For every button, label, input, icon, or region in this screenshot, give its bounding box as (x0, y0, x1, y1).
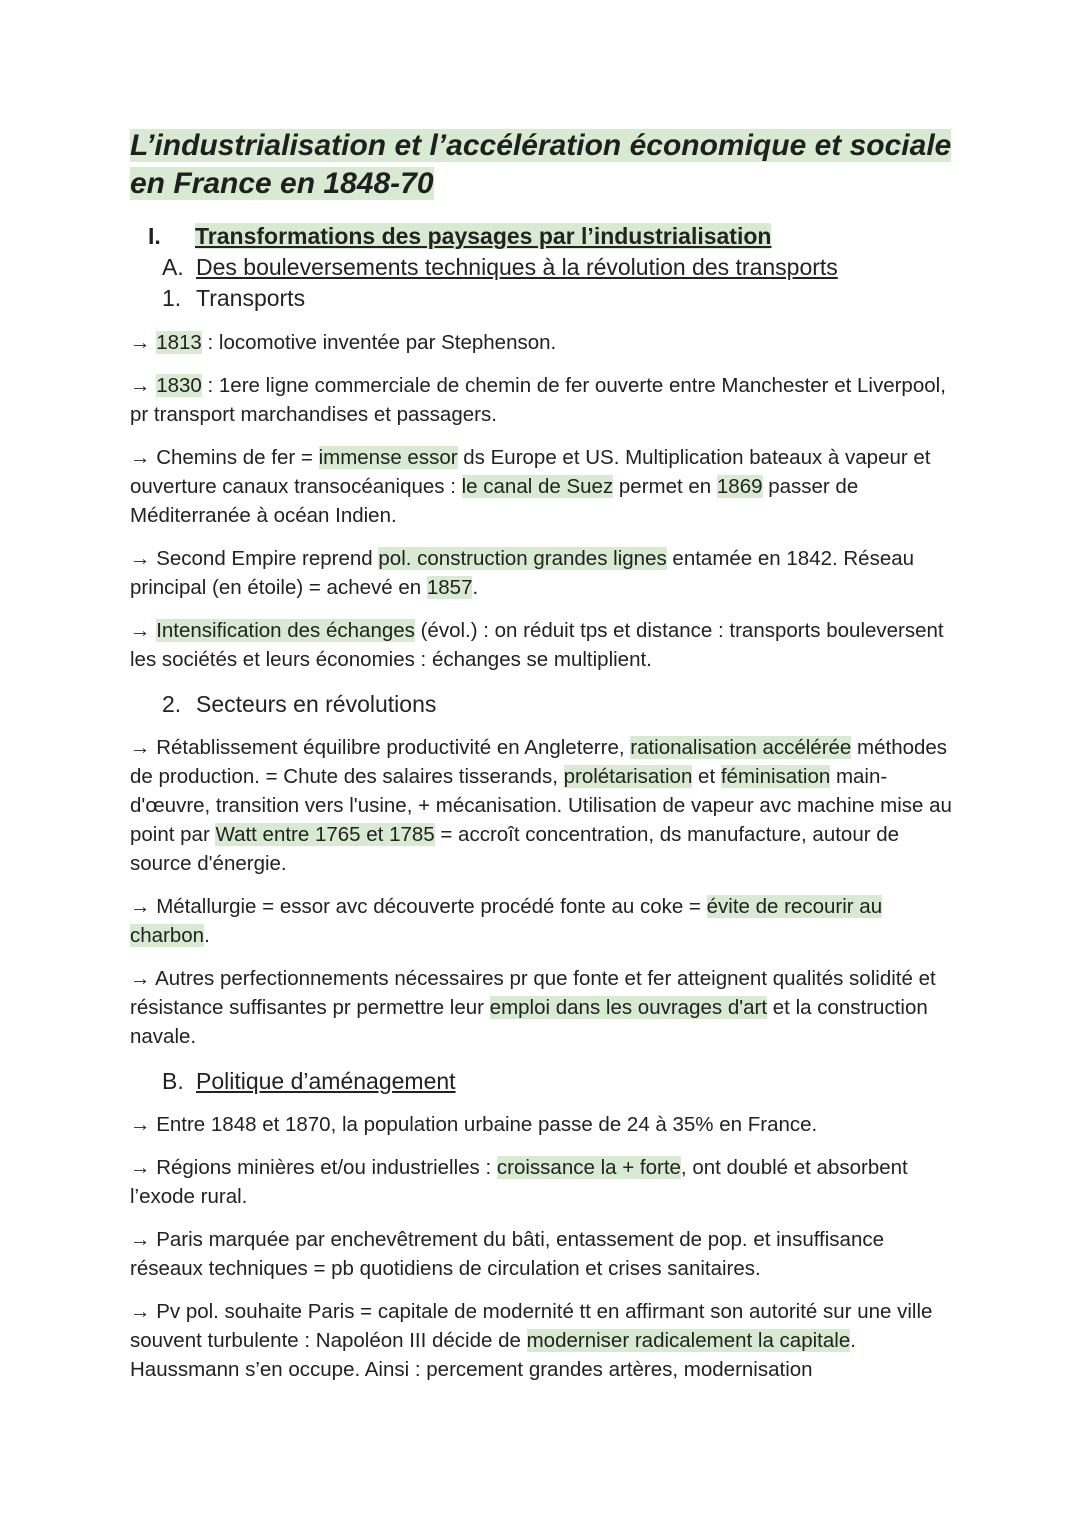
text: → Autres perfectionnements nécessaires pr que fonte et fer atteignent qualités solidité et résistance suffisantes pr permettre leur (130, 967, 936, 1019)
paragraph-population-urbaine (130, 1110, 960, 1139)
text: entamée en 1842. Réseau principal (en étoile) = achevé en (130, 547, 915, 599)
text: passer de Méditerranée à océan Indien. (130, 475, 859, 527)
highlight: moderniser radicalement la capitale (526, 1329, 851, 1352)
highlight: croissance la + forte (496, 1156, 681, 1179)
highlight: rationalisation accélérée (630, 736, 852, 759)
title-line-2: en France en 1848-70 (130, 167, 434, 200)
subheading-1 (162, 282, 305, 314)
subheading-text: Secteurs en révolutions (196, 691, 437, 717)
subheading-number: A. (162, 254, 184, 280)
text: → Paris marquée par enchevêtrement du bâti, entassement de pop. et insuffisance réseaux techniques = pb quotidiens de circulation et crises sanitaires. (130, 1228, 885, 1280)
subheading-number: 2. (162, 691, 182, 717)
text: . Haussmann s’en occupe. Ainsi : percement grandes artères, modernisation (130, 1329, 856, 1381)
highlight: pol. construction grandes lignes (378, 547, 667, 570)
text: permet en (613, 475, 717, 498)
highlight: prolétarisation (563, 765, 693, 788)
paragraph-intensification (130, 616, 960, 674)
text: → Régions minières et/ou industrielles : (130, 1156, 497, 1179)
text: , ont doublé et absorbent l’exode rural. (130, 1156, 908, 1208)
paragraph-second-empire (130, 544, 960, 602)
subheading-text: Politique d’aménagement (196, 1068, 456, 1094)
arrow-text: → (130, 374, 157, 397)
paragraph-1830 (130, 371, 960, 429)
text: → Entre 1848 et 1870, la population urbaine passe de 24 à 35% en France. (130, 1113, 818, 1136)
subheading-2 (162, 688, 436, 720)
highlight: 1869 (716, 475, 763, 498)
text: = accroît concentration, ds manufacture, autour de source d'énergie. (130, 823, 900, 875)
text: et (692, 765, 721, 788)
highlight: Watt entre 1765 et 1785 (215, 823, 435, 846)
paragraph-1813 (130, 328, 960, 357)
paragraph-pouvoir-politique (130, 1297, 960, 1384)
highlight: 1857 (426, 576, 473, 599)
subheading-number: 1. (162, 285, 182, 311)
subheading-number: B. (162, 1068, 184, 1094)
text: : locomotive inventée par Stephenson. (201, 331, 557, 354)
paragraph-paris (130, 1225, 960, 1283)
highlight-year: 1813 (156, 331, 202, 354)
highlight: emploi dans les ouvrages d'art (489, 996, 768, 1019)
title-line-1: L’industrialisation et l’accélération économique et sociale (130, 129, 952, 162)
arrow-text: → (130, 331, 157, 354)
highlight: le canal de Suez (461, 475, 614, 498)
text: ds Europe et US. Multiplication bateaux à vapeur et ouverture canaux transocéaniques : (130, 446, 931, 498)
section-heading-1 (148, 220, 771, 252)
highlight-year: 1830 (156, 374, 202, 397)
highlight: Intensification des échanges (156, 619, 415, 642)
highlight: féminisation (720, 765, 831, 788)
paragraph-chemins-de-fer (130, 443, 960, 530)
highlight: immense essor (318, 446, 458, 469)
paragraph-angleterre (130, 733, 960, 878)
page-title (130, 127, 960, 203)
text: (évol.) : on réduit tps et distance : transports bouleversent les sociétés et leurs économies : échanges se multiplient. (130, 619, 944, 671)
text: . (472, 576, 479, 599)
subheading-text: Des bouleversements techniques à la révolution des transports (196, 254, 838, 280)
highlight: évite de recourir au charbon (130, 895, 883, 947)
paragraph-perfectionnements (130, 964, 960, 1051)
subheading-b (162, 1065, 456, 1097)
text: main-d'œuvre, transition vers l'usine, + mécanisation. Utilisation de vapeur avc machine mise au point par (130, 765, 952, 846)
text: → Pv pol. souhaite Paris = capitale de modernité tt en affirmant son autorité sur une ville souvent turbulente : Napoléon III décide de (130, 1300, 933, 1352)
text: → Second Empire reprend (130, 547, 379, 570)
text: → (130, 619, 157, 642)
section-number: I. (148, 223, 161, 249)
text: → Métallurgie = essor avc découverte procédé fonte au coke = (130, 895, 707, 918)
paragraph-regions-minieres (130, 1153, 960, 1211)
subheading-text: Transports (196, 285, 306, 311)
text: . (204, 924, 210, 947)
paragraph-metallurgie (130, 892, 960, 950)
text: : 1ere ligne commerciale de chemin de fer ouverte entre Manchester et Liverpool, pr transport marchandises et passagers. (130, 374, 946, 426)
text: et la construction navale. (130, 996, 928, 1048)
section-title: Transformations des paysages par l’industrialisation (195, 223, 772, 249)
subheading-a (162, 251, 838, 283)
text: → Chemins de fer = (130, 446, 319, 469)
text: méthodes de production. = Chute des salaires tisserands, (130, 736, 948, 788)
text: → Rétablissement équilibre productivité en Angleterre, (130, 736, 631, 759)
